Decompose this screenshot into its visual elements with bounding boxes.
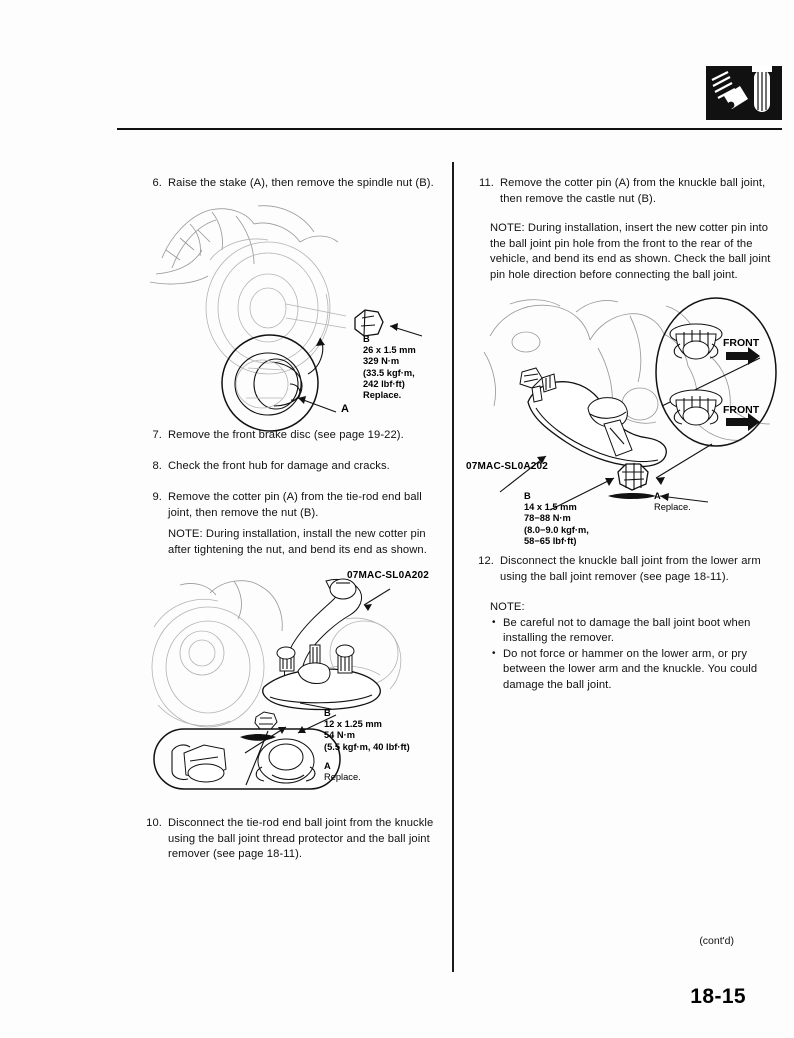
figure-hub-marker-a: A — [341, 403, 349, 415]
step-7 — [140, 428, 440, 444]
note-step-12 — [490, 600, 778, 693]
step-10-text: Disconnect the tie-rod end ball joint from the knuckle using the ball joint thread protector and the ball joint remover (see page 18-11). — [168, 817, 434, 860]
step-12-text: Disconnect the knuckle ball joint from the lower arm using the ball joint remover (see page 18-11). — [500, 555, 761, 583]
figure-knuckle-tool-number: 07MAC-SL0A202 — [466, 461, 549, 472]
note-bullet-1: • Be careful not to damage the ball joint boot when installing the remover. — [490, 616, 778, 647]
note-step-11: NOTE: During installation, insert the new cotter pin into the ball joint pin hole from the front to the rear of the vehicle, and bend its end as shown. Check the ball joint pin hole direction before connecting the ball joint. — [490, 222, 771, 281]
step-8-number: 8. — [152, 460, 162, 472]
note-bullet-2: • Do not force or hammer on the lower arm, or pry between the lower arm and the knuckle. You could damage the ball joint. — [490, 647, 778, 694]
tierod-callout-b-size: 12 x 1.25 mm — [324, 719, 382, 730]
callout-b-size: 26 x 1.5 mm — [363, 345, 416, 356]
tierod-callout-b-torque-nm: 54 N·m — [324, 730, 356, 741]
step-9 — [140, 490, 440, 521]
tierod-callout-a-letter: A — [324, 761, 331, 771]
knuckle-callout-b-torque-nm: 78−88 N·m — [524, 513, 571, 524]
tierod-callout-b-letter: B — [324, 708, 331, 718]
figure-tierod-callout-b — [324, 708, 410, 753]
knuckle-callout-a-letter: A — [654, 491, 661, 501]
front-label-bottom: FRONT — [723, 404, 760, 416]
note-step-12-heading: NOTE: — [490, 601, 525, 613]
figure-hub-callout-b — [363, 334, 416, 401]
note-step-9: NOTE: During installation, install the new cotter pin after tightening the nut, and bend its end as shown. — [168, 528, 427, 556]
knuckle-callout-a-replace: Replace. — [654, 502, 691, 513]
step-9-text: Remove the cotter pin (A) from the tie-rod end ball joint, then remove the nut (B). — [168, 491, 422, 519]
header-rule — [117, 128, 782, 130]
note-step-12-bullets — [490, 616, 778, 694]
step-9-number: 9. — [152, 491, 162, 503]
knuckle-callout-b-torque-kgf: (8.0−9.0 kgf·m, — [524, 524, 589, 535]
step-10-number: 10. — [146, 817, 162, 829]
step-6-number: 6. — [152, 177, 162, 189]
suspension-strut-icon — [706, 66, 782, 120]
tierod-callout-b-torque-alt: (5.5 kgf·m, 40 lbf·ft) — [324, 741, 410, 752]
figure-tierod-tool-number: 07MAC-SL0A202 — [347, 570, 430, 581]
callout-b-torque-kgf: (33.5 kgf·m, — [363, 367, 415, 378]
knuckle-callout-b-size: 14 x 1.5 mm — [524, 502, 577, 513]
figure-knuckle-callout-b — [524, 491, 589, 547]
callout-b-replace: Replace. — [363, 390, 402, 401]
step-6-text: Raise the stake (A), then remove the spindle nut (B). — [168, 177, 434, 189]
page-number: 18-15 — [690, 985, 746, 1008]
callout-b-torque-lbf: 242 lbf·ft) — [363, 378, 405, 389]
callout-b-letter: B — [363, 334, 370, 344]
tierod-callout-a-replace: Replace. — [324, 772, 361, 783]
step-11-text: Remove the cotter pin (A) from the knuckle ball joint, then remove the castle nut (B). — [500, 177, 766, 205]
step-6 — [140, 176, 440, 192]
step-8 — [140, 459, 440, 475]
step-11-number: 11. — [478, 177, 494, 189]
step-10 — [140, 816, 442, 863]
step-12-number: 12. — [478, 555, 494, 567]
continued-marker: (cont'd) — [699, 935, 734, 947]
front-label-top: FRONT — [723, 337, 760, 349]
step-7-text: Remove the front brake disc (see page 19-22). — [168, 429, 404, 441]
column-divider — [452, 162, 454, 972]
figure-tie-rod-end — [150, 575, 442, 790]
step-8-text: Check the front hub for damage and cracks. — [168, 460, 390, 472]
step-11 — [472, 176, 772, 207]
knuckle-callout-b-torque-lbf: 58−65 lbf·ft) — [524, 535, 577, 546]
step-7-number: 7. — [152, 429, 162, 441]
figure-tierod-callout-a — [324, 761, 361, 783]
callout-b-torque-nm: 329 N·m — [363, 356, 400, 367]
knuckle-callout-b-letter: B — [524, 491, 531, 501]
figure-knuckle-callout-a — [654, 491, 691, 513]
step-12 — [472, 554, 774, 585]
